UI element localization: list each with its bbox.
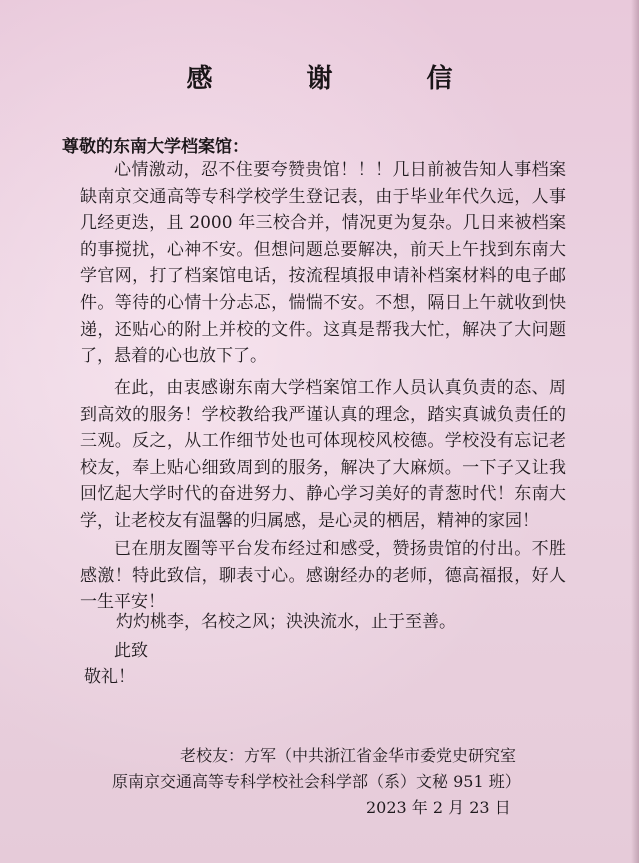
letter-date: 2023 年 2 月 23 日 [366, 798, 511, 817]
signature-line-2: 原南京交通高等专科学校社会科学部（系）文秘 951 班） [112, 772, 521, 791]
page-edge-shadow [631, 0, 639, 863]
letter-title: 感 谢 信 [186, 64, 487, 94]
paragraph-1: 心情激动，忍不住要夸赞贵馆！！！几日前被告知人事档案缺南京交通高等专科学校学生登记表，由于毕业年代久远，人事几经更迭，且 2000 年三校合并，情况更为复杂。几日来被档案的事搅扰，心神不安。但想问题总要解决，前天上午找到东南大学官网，打了档案馆电话，按流程填报申请补档案材料的电子邮件。等待的心情十分忐忑，惴惴不安。不想，隔日上午就收到快递，还贴心的附上并校的文件。这真是帮我大忙，解决了大问题了，悬着的心也放下了。 [80, 160, 566, 367]
signature-line-1: 老校友：方军（中共浙江省金华市委党史研究室 [180, 746, 517, 765]
paragraph-4: 灼灼桃李，名校之风；泱泱流水，止于至善。 [116, 612, 456, 632]
closing-regards: 敬礼！ [84, 667, 135, 687]
paragraph-3: 已在朋友圈等平台发布经过和感受，赞扬贵馆的付出。不胜感激！特此致信，聊表寸心。感谢经办的老师，德高福报，好人一生平安！ [80, 539, 566, 613]
closing-salutation: 此致 [114, 641, 148, 661]
salutation: 尊敬的东南大学档案馆： [62, 137, 249, 157]
paragraph-2: 在此，由衷感谢东南大学档案馆工作人员认真负责的态、周到高效的服务！学校教给我严谨认真的理念，踏实真诚负责任的三观。反之，从工作细节处也可体现校风校德。学校没有忘记老校友，奉上贴心细致周到的服务，解决了大麻烦。一下子又让我回忆起大学时代的奋进努力、静心学习美好的青葱时代！东南大学，让老校友有温馨的归属感，是心灵的栖居，精神的家园！ [80, 378, 566, 531]
